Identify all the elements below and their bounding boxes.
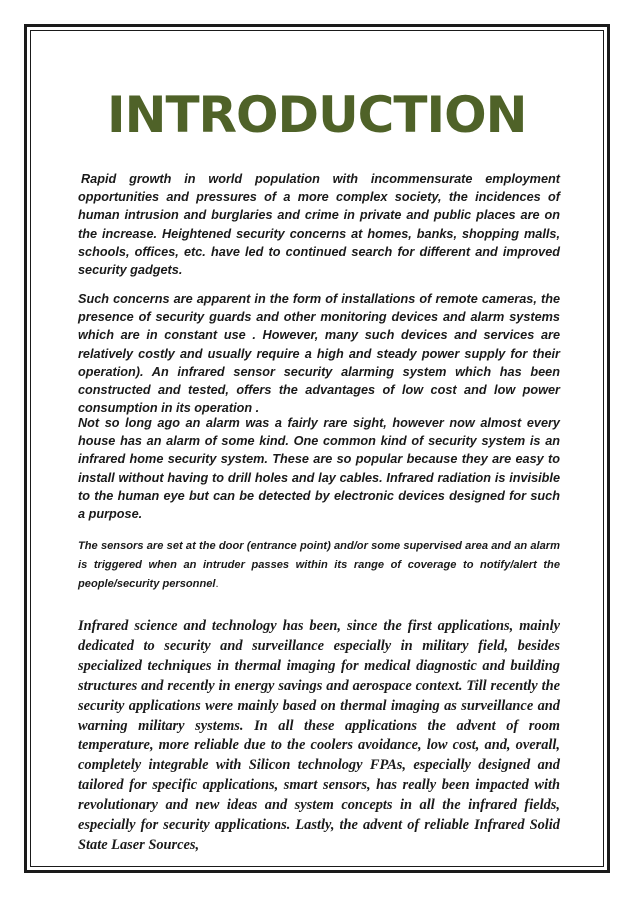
paragraph-population-growth: Rapid growth in world population with incommensurate employment opportunities and pressures of a more complex society, the incidences of human intrusion and burglaries and crime in private and public places are on the increase. Heightened security concerns at homes, banks, shopping malls, schools, offices, etc. have led to continued search for different and improved security gadgets. [78,172,560,278]
sensor-placement-period: . [215,577,219,590]
paragraph-sensor-placement [78,537,560,593]
paragraph-infrared-science: Infrared science and technology has been, since the first applications, mainly dedicated to security and surveillance especially in military field, besides specialized techniques in thermal imaging for medical diagnostic and building structures and recently in energy savings and aerospace context. Till recently the security applications were mainly based on thermal imaging as surveillance and warning military systems. In all these applications the advent of room temperature, more reliable due to the coolers avoidance, low cost, and, overall, completely integrable with Silicon technology FPAs, especially designed and tailored for specific applications, smart sensors, has really been impacted with revolutionary and new ideas and system concepts in all the infrared fields, especially for security applications. Lastly, the advent of reliable Infrared Solid State Laser Sources, [78,618,560,853]
sensor-placement-text: The sensors are set at the door (entrance point) and/or some supervised area and an alarm is triggered when an intruder passes within its range of coverage to notify/alert the people/security personnel [78,540,560,590]
page-title: INTRODUCTION [107,86,527,144]
paragraph-security-concerns: Such concerns are apparent in the form of installations of remote cameras, the presence of security guards and other monitoring devices and alarm systems which are in constant use . However, many such devices and services are relatively costly and usually require a high and steady power supply for their operation). An infrared sensor security alarming system which has been constructed and tested, offers the advantages of low cost and low power consumption in its operation . [78,292,560,416]
paragraph-infrared-home-security: Not so long ago an alarm was a fairly rare sight, however now almost every house has an alarm of some kind. One common kind of security system is an infrared home security system. These are so popular because they are easy to install without having to drill holes and lay cables. Infrared radiation is invisible to the human eye but can be detected by electronic devices designed for such a purpose. [78,416,560,522]
